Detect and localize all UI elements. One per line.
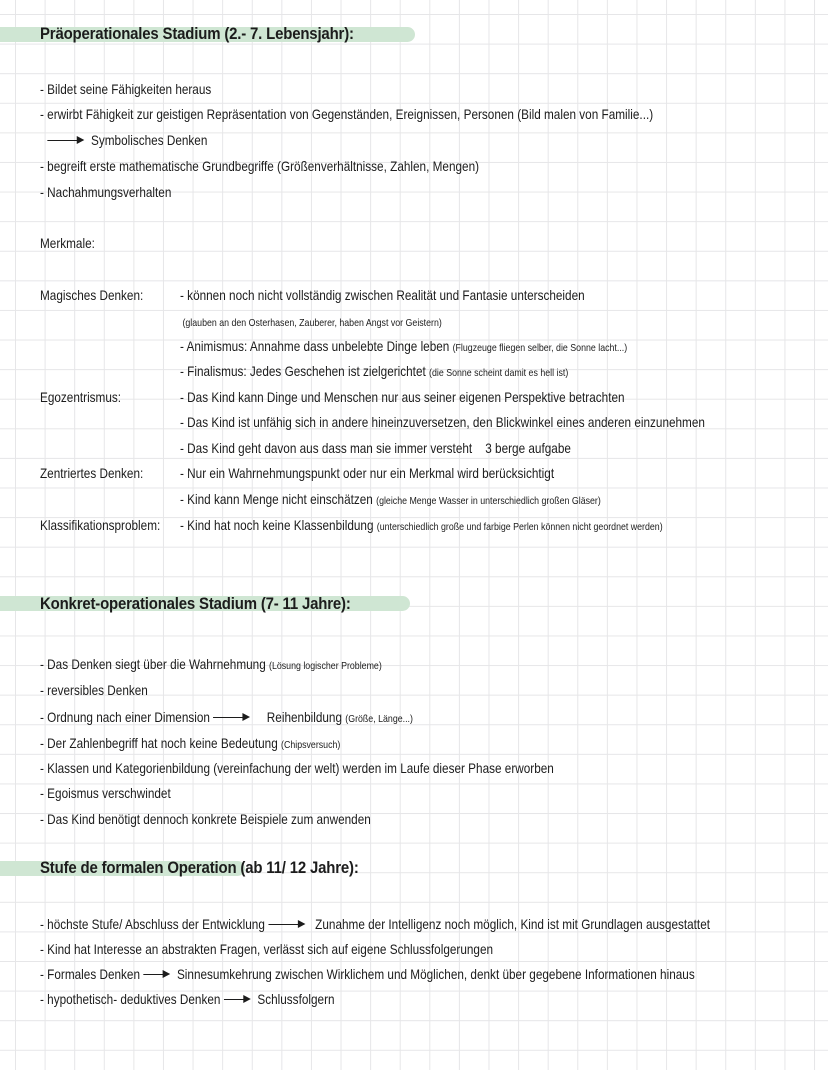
bullet-line: [40, 734, 340, 754]
bullet-line: [40, 759, 554, 777]
note-text: Schlussfolgern: [257, 991, 335, 1007]
feature-line: [180, 337, 627, 357]
feature-label: Zentriertes Denken:: [40, 465, 144, 481]
note-text: - erwirbt Fähigkeit zur geistigen Repräsentation von Gegenständen, Ereignissen, Personen (Bild malen von Familie...): [40, 106, 654, 122]
bullet-line: [40, 708, 413, 728]
note-text: - Egoismus verschwindet: [40, 785, 171, 801]
bullet-line: [40, 655, 382, 675]
note-text: - Das Kind benötigt dennoch konkrete Beispiele zum anwenden: [40, 811, 371, 827]
note-text: - Das Denken siegt über die Wahrnehmung: [40, 656, 270, 672]
bullet-line: [40, 183, 171, 201]
note-text: Sinnesumkehrung zwischen Wirklichem und Möglichen, denkt über gegebene Informationen hinaus: [176, 966, 695, 982]
arrow-right-icon: [224, 995, 251, 1005]
note-text: - Kind kann Menge nicht einschätzen: [180, 491, 377, 507]
feature-line: [180, 388, 625, 406]
bullet-line: [44, 131, 207, 149]
bullet-line: [40, 234, 95, 252]
section-title: Konkret-operationales Stadium (7- 11 Jahre):: [40, 594, 351, 613]
note-text: - Formales Denken: [40, 966, 140, 982]
feature-line: [180, 312, 442, 332]
note-text: - Der Zahlenbegriff hat noch keine Bedeutung: [40, 735, 282, 751]
note-text: - Ordnung nach einer Dimension: [40, 709, 210, 725]
arrow-right-icon: [143, 970, 170, 980]
note-text: - Kind hat Interesse an abstrakten Fragen, verlässt sich auf eigene Schlussfolgerungen: [40, 941, 494, 957]
note-text: Zunahme der Intelligenz noch möglich, Kind ist mit Grundlagen ausgestattet: [311, 916, 711, 932]
note-aside: (die Sonne scheint damit es hell ist): [429, 367, 569, 379]
note-text: - hypothetisch- deduktives Denken: [40, 991, 221, 1007]
bullet-line: [40, 990, 335, 1008]
bullet-line: [40, 784, 171, 802]
note-text: - Das Kind kann Dinge und Menschen nur aus seiner eigenen Perspektive betrachten: [180, 389, 625, 405]
note-aside: (glauben an den Osterhasen, Zauberer, haben Angst vor Geistern): [180, 317, 442, 329]
note-text: - Das Kind geht davon aus dass man sie immer versteht 3 berge aufgabe: [180, 440, 571, 456]
feature-line: [180, 362, 568, 382]
feature-line: [180, 516, 663, 536]
note-text: - Animismus: Annahme dass unbelebte Dinge leben: [180, 338, 453, 354]
note-text: Symbolisches Denken: [91, 132, 208, 148]
note-text: Merkmale:: [40, 235, 95, 251]
bullet-line: [40, 810, 371, 828]
note-aside: (Größe, Länge...): [345, 713, 413, 725]
note-aside: (unterschiedlich große und farbige Perlen können nicht geordnet werden): [376, 521, 663, 533]
note-aside: (gleiche Menge Wasser in unterschiedlich großen Gläser): [376, 495, 601, 507]
feature-label: Egozentrismus:: [40, 389, 122, 405]
bullet-line: [40, 965, 695, 983]
bullet-line: [40, 105, 653, 123]
feature-line: [180, 413, 705, 431]
feature-line: [180, 464, 554, 482]
note-aside: (Flugzeuge fliegen selber, die Sonne lacht...): [452, 342, 628, 354]
note-text: - Kind hat noch keine Klassenbildung: [180, 517, 377, 533]
bullet-line: [40, 157, 479, 175]
feature-line: [180, 286, 585, 304]
note-text: - Nachahmungsverhalten: [40, 184, 172, 200]
note-text: - Klassen und Kategorienbildung (vereinfachung der welt) werden im Laufe dieser Phase erworben: [40, 760, 554, 776]
note-text: - können noch nicht vollständig zwischen Realität und Fantasie unterscheiden: [180, 287, 585, 303]
feature-label: Magisches Denken:: [40, 287, 144, 303]
arrow-right-icon: [213, 713, 250, 723]
note-text: - begreift erste mathematische Grundbegriffe (Größenverhältnisse, Zahlen, Mengen): [40, 158, 480, 174]
bullet-line: [40, 80, 211, 98]
note-text: - Das Kind ist unfähig sich in andere hineinzuversetzen, den Blickwinkel eines anderen einzunehmen: [180, 414, 705, 430]
note-text: - Bildet seine Fähigkeiten heraus: [40, 81, 212, 97]
note-text: - höchste Stufe/ Abschluss der Entwicklung: [40, 916, 265, 932]
note-text: - reversibles Denken: [40, 682, 148, 698]
section-title: Stufe de formalen Operation (ab 11/ 12 Jahre):: [40, 858, 359, 877]
bullet-line: [40, 940, 493, 958]
feature-label: Klassifikationsproblem:: [40, 517, 161, 533]
arrow-right-icon: [268, 920, 305, 930]
bullet-line: [40, 915, 710, 933]
note-text: - Nur ein Wahrnehmungspunkt oder nur ein Merkmal wird berücksichtigt: [180, 465, 555, 481]
note-aside: (Chipsversuch): [281, 739, 341, 751]
section-title: Präoperationales Stadium (2.- 7. Lebensjahr):: [40, 24, 354, 43]
arrow-right-icon: [47, 136, 84, 146]
note-aside: (Lösung logischer Probleme): [269, 660, 382, 672]
feature-line: [180, 490, 601, 510]
feature-line: [180, 439, 571, 457]
note-text: Reihenbildung: [257, 709, 346, 725]
bullet-line: [40, 681, 148, 699]
note-text: - Finalismus: Jedes Geschehen ist zielgerichtet: [180, 363, 430, 379]
